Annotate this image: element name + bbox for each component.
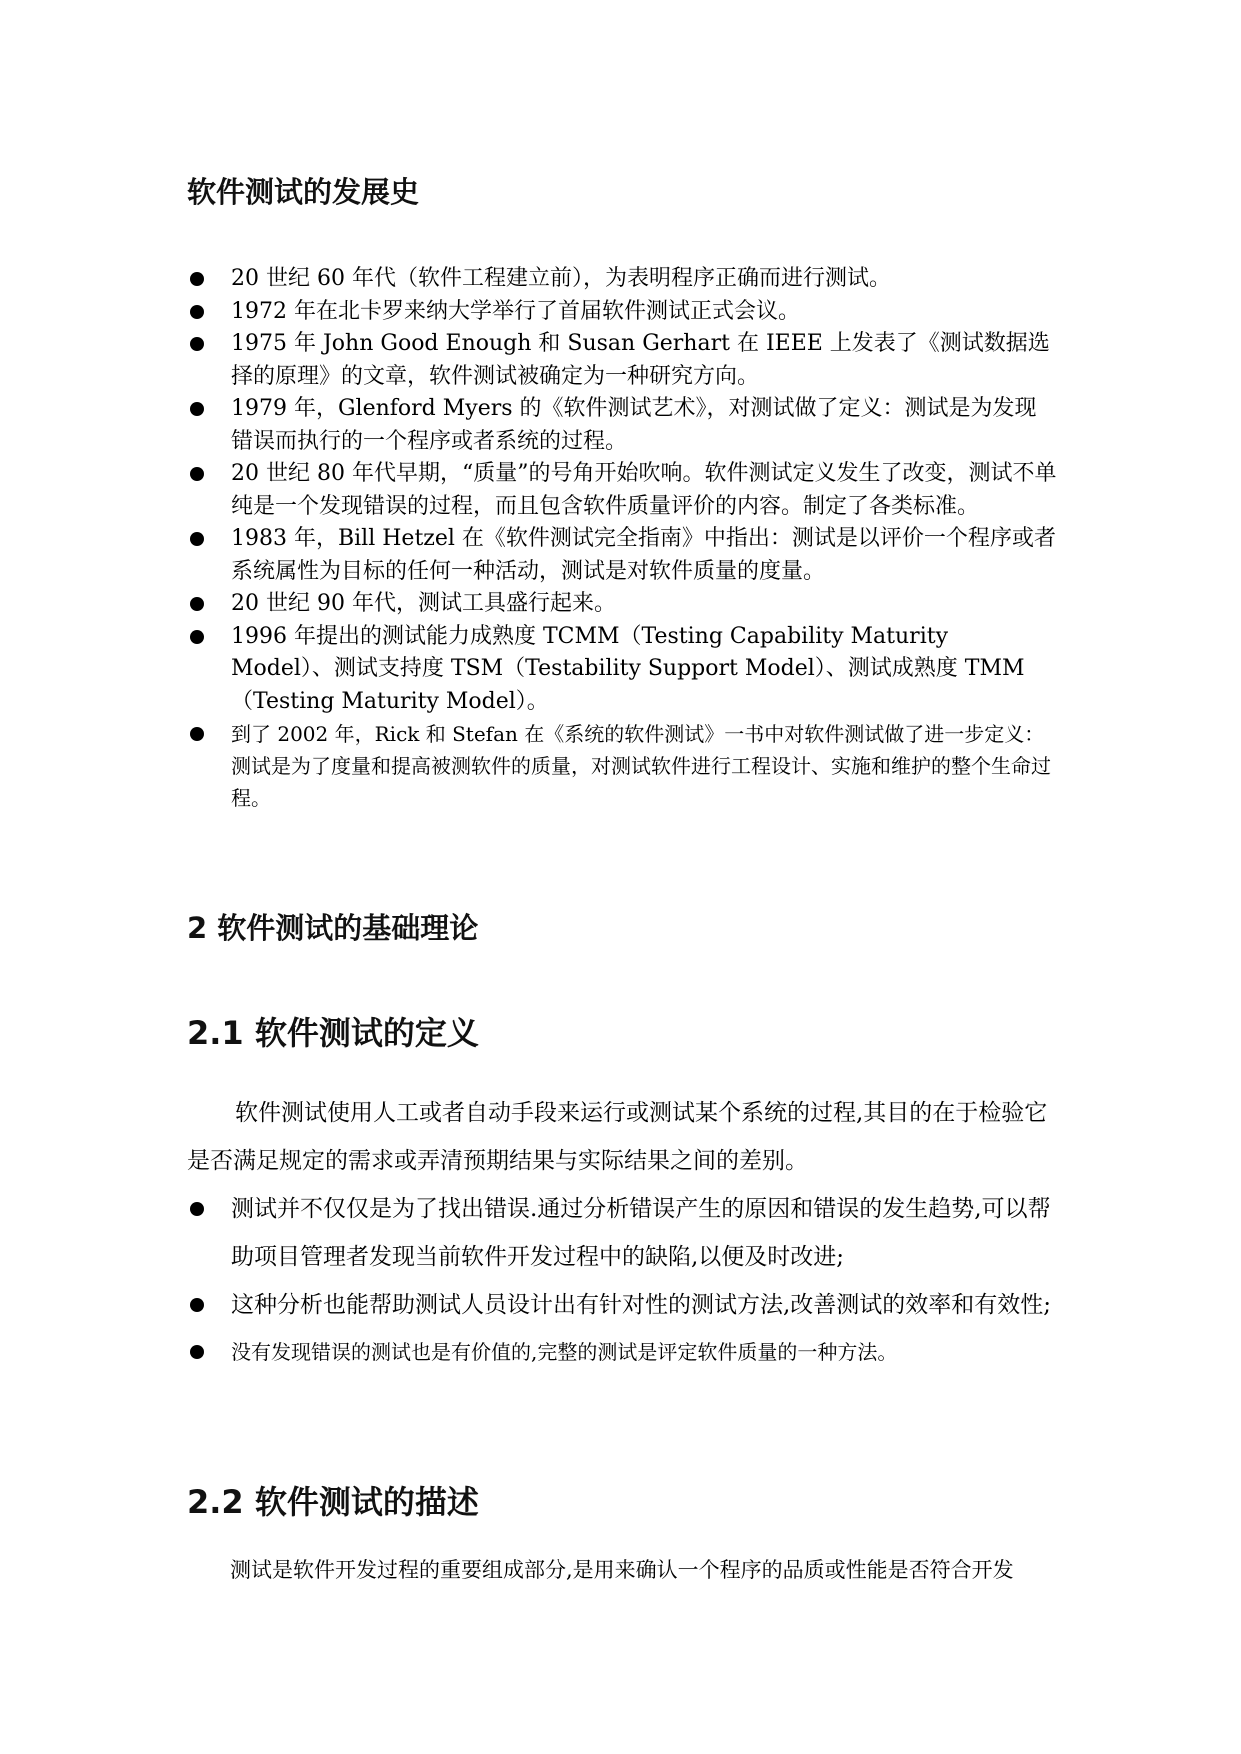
list-item: 1979 年，Glenford Myers 的《软件测试艺术》，对测试做了定义：测试是为发现错误而执行的一个程序或者系统的过程。 <box>187 393 1057 458</box>
list-item: 20 世纪 60 年代（软件工程建立前），为表明程序正确而进行测试。 <box>187 263 1057 296</box>
bullet-icon <box>190 305 204 319</box>
description-paragraph: 测试是软件开发过程的重要组成部分,是用来确认一个程序的品质或性能是否符合开发 <box>230 1558 1014 1582</box>
heading-section-2: 2 软件测试的基础理论 <box>187 911 479 945</box>
definition-list <box>187 1185 1057 1372</box>
bullet-icon <box>190 1298 204 1312</box>
definition-paragraph: 软件测试使用人工或者自动手段来运行或测试某个系统的过程,其目的在于检验它是否满足规定的需求或弄清预期结果与实际结果之间的差别。 <box>187 1100 1048 1174</box>
list-item: 20 世纪 90 年代，测试工具盛行起来。 <box>187 588 1057 621</box>
heading-history: 软件测试的发展史 <box>187 175 420 209</box>
heading-section-2-2: 2.2 软件测试的描述 <box>187 1483 479 1521</box>
heading-section-2-1: 2.1 软件测试的定义 <box>187 1014 479 1052</box>
bullet-icon <box>190 727 204 741</box>
bullet-icon <box>190 402 204 416</box>
list-item: 这种分析也能帮助测试人员设计出有针对性的测试方法,改善测试的效率和有效性; <box>187 1281 1057 1329</box>
list-item: 20 世纪 80 年代早期，“质量”的号角开始吹响。软件测试定义发生了改变，测试不单纯是一个发现错误的过程，而且包含软件质量评价的内容。制定了各类标准。 <box>187 458 1057 523</box>
bullet-icon <box>190 1345 204 1359</box>
list-item: 到了 2002 年，Rick 和 Stefan 在《系统的软件测试》一书中对软件测试做了进一步定义：测试是为了度量和提高被测软件的质量，对测试软件进行工程设计、实施和维护的整个生命过程。 <box>187 718 1057 814</box>
bullet-icon <box>190 467 204 481</box>
list-item: 1975 年 John Good Enough 和 Susan Gerhart 在 IEEE 上发表了《测试数据选择的原理》的文章，软件测试被确定为一种研究方向。 <box>187 328 1057 393</box>
bullet-icon <box>190 337 204 351</box>
bullet-icon <box>190 272 204 286</box>
list-item: 没有发现错误的测试也是有价值的,完整的测试是评定软件质量的一种方法。 <box>187 1332 1057 1372</box>
bullet-icon <box>190 630 204 644</box>
bullet-icon <box>190 597 204 611</box>
list-item: 1972 年在北卡罗来纳大学举行了首届软件测试正式会议。 <box>187 296 1057 329</box>
list-item: 测试并不仅仅是为了找出错误.通过分析错误产生的原因和错误的发生趋势,可以帮助项目管理者发现当前软件开发过程中的缺陷,以便及时改进; <box>187 1185 1057 1281</box>
history-list <box>187 263 1057 814</box>
list-item: 1983 年，Bill Hetzel 在《软件测试完全指南》中指出：测试是以评价一个程序或者系统属性为目标的任何一种活动，测试是对软件质量的度量。 <box>187 523 1057 588</box>
bullet-icon <box>190 1202 204 1216</box>
list-item: 1996 年提出的测试能力成熟度 TCMM（Testing Capability Maturity Model）、测试支持度 TSM（Testability Support Model）、测试成熟度 TMM（Testing Maturity Model）。 <box>187 621 1057 719</box>
bullet-icon <box>190 532 204 546</box>
